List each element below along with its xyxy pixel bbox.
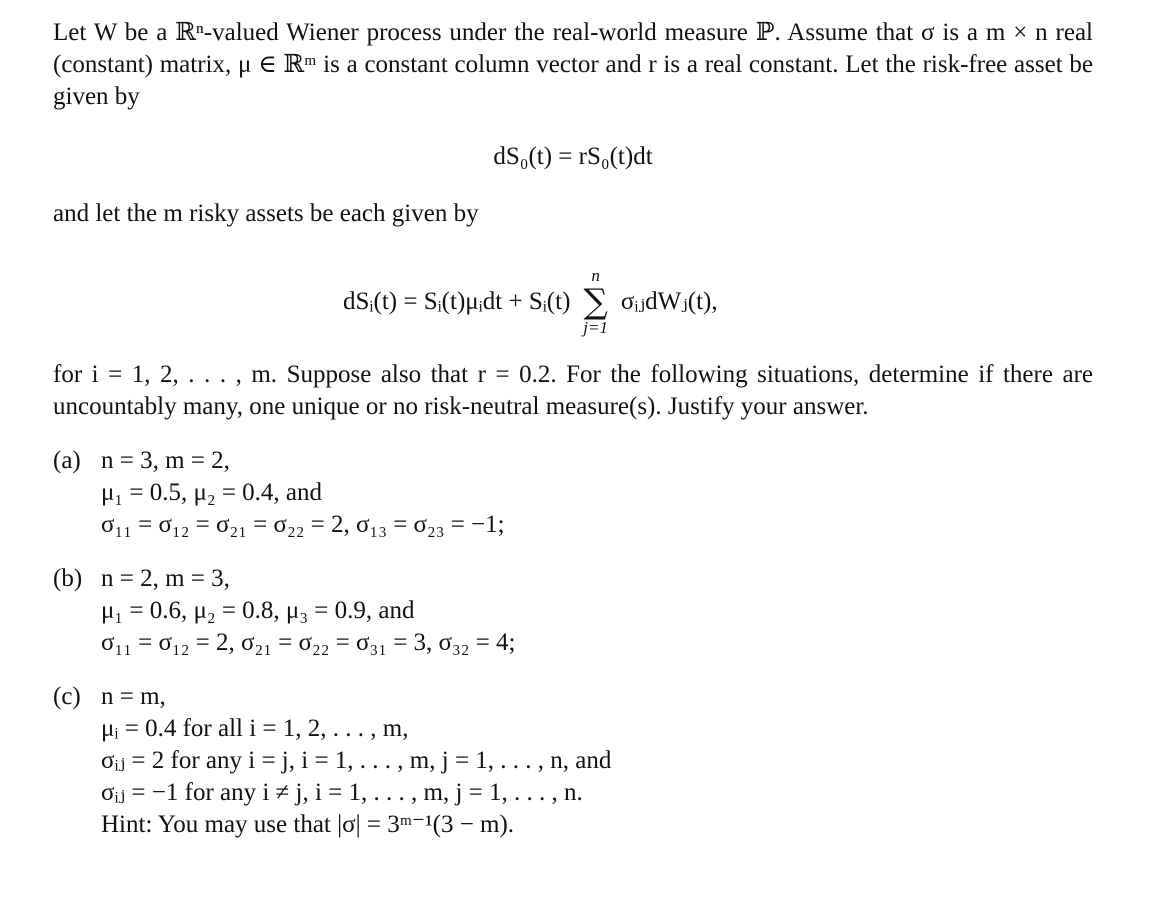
sigma-symbol: ∑ — [583, 282, 608, 322]
equation-lhs: dSᵢ(t) = Sᵢ(t)μᵢdt + Sᵢ(t) — [343, 288, 571, 315]
part-line: σ₁₁ = σ₁₂ = 2, σ₂₁ = σ₂₂ = σ₃₁ = 3, σ₃₂ = 4; — [101, 629, 516, 656]
part-line: μ₁ = 0.6, μ₂ = 0.8, μ₃ = 0.9, and — [101, 597, 415, 624]
summation — [581, 267, 611, 337]
part-line: σᵢⱼ = −1 for any i ≠ j, i = 1, . . . , m, j = 1, . . . , n. — [101, 779, 583, 806]
problem-statement — [53, 17, 1093, 838]
part-line: n = 3, m = 2, — [101, 447, 230, 474]
part-label: (a) — [53, 447, 81, 474]
part-line: μᵢ = 0.4 for all i = 1, 2, . . . , m, — [101, 715, 409, 742]
part-line: n = 2, m = 3, — [101, 565, 230, 592]
hint-line: Hint: You may use that |σ| = 3ᵐ⁻¹(3 − m). — [101, 811, 515, 838]
question-paragraph: for i = 1, 2, . . . , m. Suppose also that r = 0.2. For the following situations, determine if there are uncountably many, one unique or no risk-neutral measure(s). Justify your answer. — [53, 361, 1093, 420]
equation-rhs: σᵢⱼdWⱼ(t), — [620, 288, 718, 315]
part-a — [53, 445, 505, 541]
part-line: σ₁₁ = σ₁₂ = σ₂₁ = σ₂₂ = 2, σ₁₃ = σ₂₃ = −1; — [101, 511, 505, 538]
risky-asset-equation — [343, 267, 718, 351]
intro-paragraph: Let W be a ℝⁿ-valued Wiener process under the real-world measure ℙ. Assume that σ is a m × n real (constant) matrix, μ ∈ ℝᵐ is a constant column vector and r is a real constant. Let the risk-free asset be given by — [53, 19, 1093, 110]
part-b — [53, 563, 516, 659]
part-line: σᵢⱼ = 2 for any i = j, i = 1, . . . , m, j = 1, . . . , n, and — [101, 747, 612, 774]
sum-lower-limit: j=1 — [583, 318, 608, 337]
part-label: (b) — [53, 565, 83, 592]
risk-free-equation: dS₀(t) = rS₀(t)dt — [493, 143, 653, 170]
risky-assets-intro: and let the m risky assets be each given by — [53, 200, 479, 227]
part-c — [53, 681, 611, 841]
part-line: μ₁ = 0.5, μ₂ = 0.4, and — [101, 479, 323, 506]
part-line: n = m, — [101, 683, 166, 710]
part-label: (c) — [53, 683, 81, 710]
sum-upper-limit: n — [591, 266, 600, 285]
